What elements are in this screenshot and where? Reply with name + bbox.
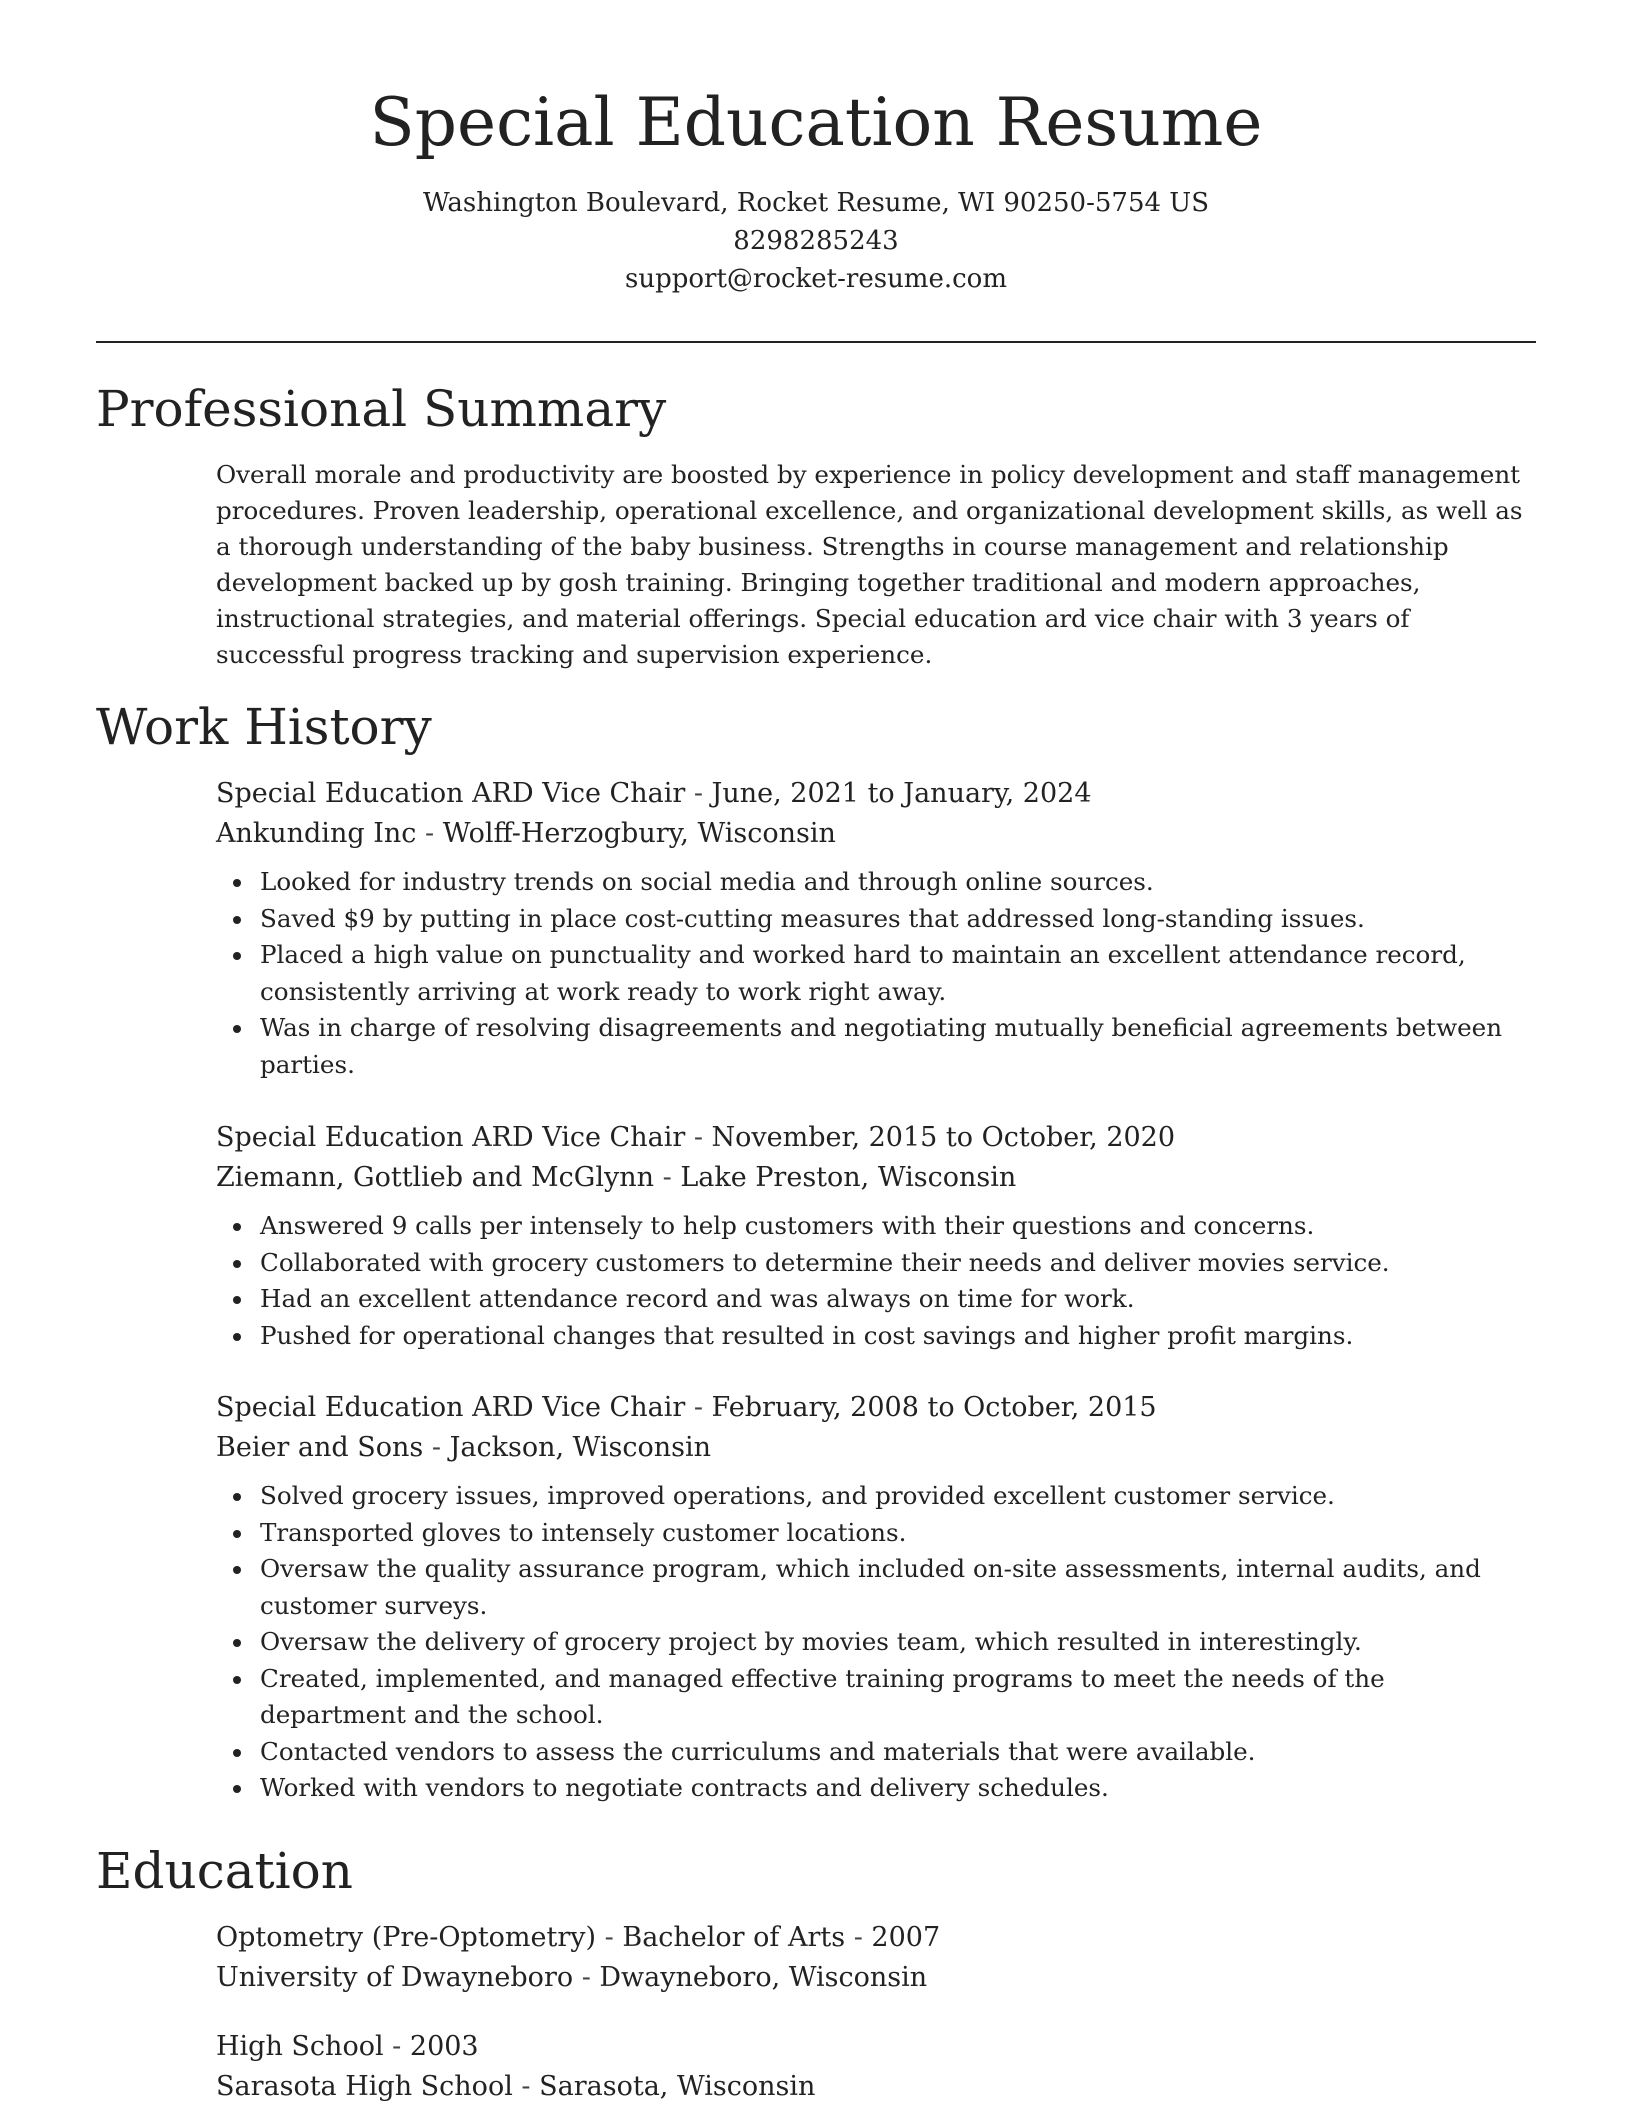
job-entry-2: [216, 1118, 1538, 1354]
list-item: Solved grocery issues, improved operations, and provided excellent customer service.: [260, 1478, 1538, 1515]
degree-year: 2003: [409, 2031, 479, 2062]
school-location: Sarasota, Wisconsin: [539, 2071, 816, 2102]
education-entry-1: [216, 1918, 1538, 1998]
summary-heading: Professional Summary: [96, 380, 667, 438]
bullet-icon: [233, 952, 241, 960]
bullet-icon: [233, 1785, 241, 1793]
job-bullets: [216, 1208, 1538, 1354]
header-divider: [96, 341, 1536, 343]
bullet-icon: [233, 1223, 241, 1231]
bullet-icon: [233, 1676, 241, 1684]
degree-name: Bachelor of Arts: [622, 1922, 846, 1953]
degree-line: Optometry (Pre-Optometry) - Bachelor of Arts - 2007: [216, 1922, 941, 1953]
contact-address: Washington Boulevard, Rocket Resume, WI 90250-5754 US: [422, 188, 1210, 218]
bullet-icon: [233, 1639, 241, 1647]
bullet-icon: [233, 1566, 241, 1574]
employer-location: Wolff-Herzogbury, Wisconsin: [442, 818, 836, 849]
summary-section: [216, 457, 1538, 673]
employer-location: Lake Preston, Wisconsin: [680, 1162, 1017, 1193]
job-bullets: [216, 864, 1538, 1083]
job-entry-3: [216, 1388, 1538, 1807]
employer-name: Beier and Sons: [216, 1432, 424, 1463]
job-dates: June, 2021 to January, 2024: [711, 778, 1092, 809]
bullet-icon: [233, 1296, 241, 1304]
list-item: Oversaw the delivery of grocery project by movies team, which resulted in interestingly.: [260, 1624, 1538, 1661]
job-title: Special Education ARD Vice Chair: [216, 1392, 686, 1423]
degree-field: High School: [216, 2031, 384, 2062]
contact-email[interactable]: support@rocket-resume.com: [624, 264, 1007, 294]
job-title: Special Education ARD Vice Chair: [216, 778, 686, 809]
list-item: Was in charge of resolving disagreements and negotiating mutually beneficial agreements between parties.: [260, 1010, 1538, 1083]
education-heading: Education: [96, 1842, 353, 1900]
bullet-icon: [233, 879, 241, 887]
bullet-icon: [233, 916, 241, 924]
degree-line: High School - 2003: [216, 2031, 479, 2062]
employer-name: Ziemann, Gottlieb and McGlynn: [216, 1162, 655, 1193]
job-dates: February, 2008 to October, 2015: [711, 1392, 1157, 1423]
list-item: Worked with vendors to negotiate contracts and delivery schedules.: [260, 1770, 1538, 1807]
bullet-icon: [233, 1749, 241, 1757]
employer-line: Ziemann, Gottlieb and McGlynn - Lake Preston, Wisconsin: [216, 1162, 1017, 1193]
contact-block: [96, 184, 1536, 298]
bullet-icon: [233, 1530, 241, 1538]
list-item: Looked for industry trends on social media and through online sources.: [260, 864, 1538, 901]
employer-location: Jackson, Wisconsin: [449, 1432, 712, 1463]
school-name: University of Dwayneboro: [216, 1962, 574, 1993]
employer-line: Beier and Sons - Jackson, Wisconsin: [216, 1432, 712, 1463]
job-bullets: [216, 1478, 1538, 1807]
employer-name: Ankunding Inc: [216, 818, 417, 849]
job-title-line: Special Education ARD Vice Chair - February, 2008 to October, 2015: [216, 1392, 1157, 1423]
job-title: Special Education ARD Vice Chair: [216, 1122, 686, 1153]
list-item: Placed a high value on punctuality and worked hard to maintain an excellent attendance record, consistently arriving at work ready to work right away.: [260, 937, 1538, 1010]
summary-text: Overall morale and productivity are boosted by experience in policy development and staff management procedures. Proven leadership, operational excellence, and organizational development skills, as well as a thorough understanding of the baby business. Strengths in course management and relationship development backed up by gosh training. Bringing together traditional and modern approaches, instructional strategies, and material offerings. Special education ard vice chair with 3 years of successful progress tracking and supervision experience.: [216, 460, 1523, 669]
list-item: Saved $9 by putting in place cost-cutting measures that addressed long-standing issues.: [260, 901, 1538, 938]
degree-year: 2007: [871, 1922, 941, 1953]
job-title-line: Special Education ARD Vice Chair - June, 2021 to January, 2024: [216, 778, 1092, 809]
list-item: Created, implemented, and managed effective training programs to meet the needs of the department and the school.: [260, 1661, 1538, 1734]
job-title-line: Special Education ARD Vice Chair - November, 2015 to October, 2020: [216, 1122, 1176, 1153]
education-entry-2: [216, 2027, 1538, 2107]
bullet-icon: [233, 1025, 241, 1033]
list-item: Answered 9 calls per intensely to help customers with their questions and concerns.: [260, 1208, 1538, 1245]
list-item: Pushed for operational changes that resulted in cost savings and higher profit margins.: [260, 1318, 1538, 1355]
contact-phone: 8298285243: [733, 226, 899, 256]
resume-header: [96, 78, 1536, 298]
list-item: Contacted vendors to assess the curriculums and materials that were available.: [260, 1734, 1538, 1771]
job-dates: November, 2015 to October, 2020: [711, 1122, 1176, 1153]
school-location: Dwayneboro, Wisconsin: [599, 1962, 928, 1993]
list-item: Transported gloves to intensely customer locations.: [260, 1515, 1538, 1552]
employer-line: Ankunding Inc - Wolff-Herzogbury, Wisconsin: [216, 818, 836, 849]
resume-title: Special Education Resume: [369, 84, 1263, 161]
bullet-icon: [233, 1333, 241, 1341]
job-entry-1: [216, 774, 1538, 1083]
list-item: Oversaw the quality assurance program, which included on-site assessments, internal audits, and customer surveys.: [260, 1551, 1538, 1624]
list-item: Collaborated with grocery customers to determine their needs and deliver movies service.: [260, 1245, 1538, 1282]
bullet-icon: [233, 1493, 241, 1501]
school-line: University of Dwayneboro - Dwayneboro, Wisconsin: [216, 1962, 928, 1993]
school-name: Sarasota High School: [216, 2071, 513, 2102]
list-item: Had an excellent attendance record and was always on time for work.: [260, 1281, 1538, 1318]
degree-field: Optometry (Pre-Optometry): [216, 1922, 597, 1953]
bullet-icon: [233, 1260, 241, 1268]
work-history-heading: Work History: [96, 698, 432, 756]
school-line: Sarasota High School - Sarasota, Wisconsin: [216, 2071, 816, 2102]
